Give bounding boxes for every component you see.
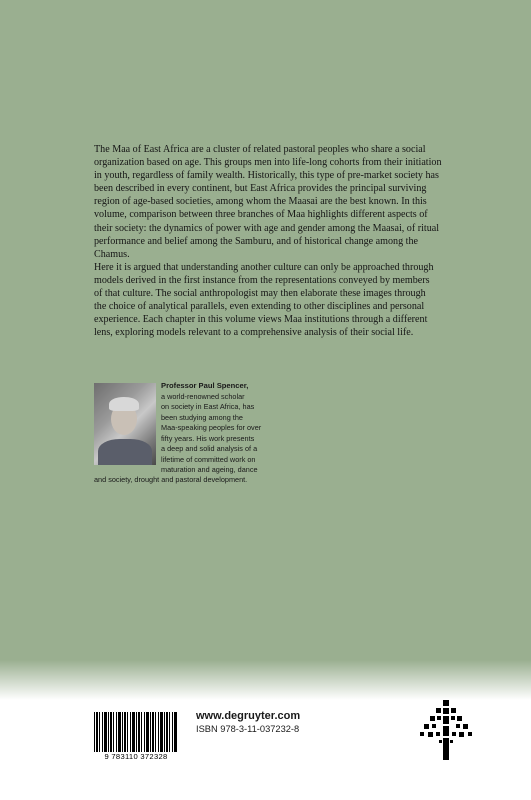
blurb-line: been described in every continent, but East Africa provides the principal surviving <box>94 183 427 195</box>
bio-line: lifetime of committed work on <box>161 454 256 464</box>
blurb-line: region of age-based societies, among whom the Maasai are the best known. In this <box>94 196 427 208</box>
degruyter-logo-icon <box>410 696 482 768</box>
blurb-line: their society: the dynamics of power with age and gender among the Maasai, of ritual <box>94 222 440 234</box>
blurb-line: experience. Each chapter in this volume views Maa institutions through a different <box>94 314 428 326</box>
bio-line: a deep and solid analysis of a <box>161 444 258 453</box>
barcode-bars <box>94 712 178 752</box>
bio-line: fifty years. His work presents <box>161 433 255 443</box>
isbn-barcode <box>90 712 182 762</box>
bio-line: on society in East Africa, has <box>161 402 255 411</box>
bio-last-line: and society, drought and pastoral development. <box>94 475 248 484</box>
blurb-line: the choice of analytical parallels, even extending to other disciplines and personal <box>94 301 425 313</box>
blurb-line: Here it is argued that understanding another culture can only be approached through <box>94 261 434 273</box>
author-photo <box>94 383 156 465</box>
blurb-line: organization based on age. This groups men into life-long cohorts from their initiation <box>94 157 442 169</box>
publisher-url[interactable]: www.degruyter.com <box>196 710 301 722</box>
isbn-text: ISBN 978-3-11-037232-8 <box>196 724 300 734</box>
back-cover-blurb <box>94 143 476 339</box>
author-bio <box>161 381 311 476</box>
blurb-line: models derived in the first instance from the representations conveyed by members <box>94 274 430 286</box>
cover-fade <box>0 660 531 700</box>
barcode-digits: 9 783110 372328 <box>104 752 168 761</box>
bio-line: a world-renowned scholar <box>161 391 245 401</box>
blurb-line: of that culture. The social anthropologist may then elaborate these images through <box>94 288 426 300</box>
blurb-line: lens, exploring models relevant to a comprehensive analysis of their social life. <box>94 327 414 339</box>
blurb-line: performance and belief among the Samburu, and of historical change among the <box>94 235 419 247</box>
author-name: Professor Paul Spencer, <box>161 381 249 390</box>
bio-line: been studying among the <box>161 412 243 422</box>
bio-line: maturation and ageing, dance <box>161 465 258 474</box>
bio-line: Maa-speaking peoples for over <box>161 423 262 432</box>
blurb-line: in youth, regardless of family wealth. Historically, this type of pre-market society has <box>94 170 439 182</box>
blurb-line: volume, comparison between three branches of Maa highlights different aspects of <box>94 209 428 221</box>
blurb-line: Chamus. <box>94 248 130 260</box>
blurb-line: The Maa of East Africa are a cluster of related pastoral peoples who share a social <box>94 144 426 155</box>
